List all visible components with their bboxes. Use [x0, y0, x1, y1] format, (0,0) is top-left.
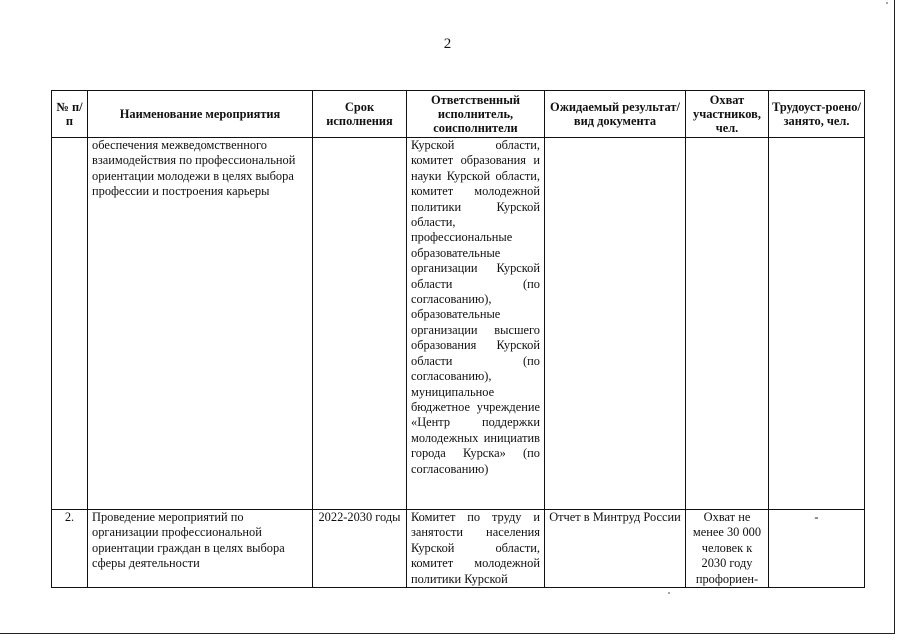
scan-speck — [886, 2, 888, 4]
row-number — [52, 138, 88, 510]
table-row — [52, 510, 865, 588]
row-result: Отчет в Минтруд России — [545, 510, 686, 588]
header-number: № п/п — [52, 91, 88, 138]
scan-speck — [668, 592, 670, 594]
header-coverage: Охват участников, чел. — [686, 91, 769, 138]
header-employed: Трудоуст-роено/занято, чел. — [769, 91, 865, 138]
header-deadline: Срок исполнения — [313, 91, 407, 138]
row-deadline: 2022-2030 годы — [313, 510, 407, 588]
header-event-name: Наименование мероприятия — [88, 91, 313, 138]
row-coverage: Охват не менее 30 000 человек к 2030 году профориен- — [686, 510, 769, 588]
row-responsible: Курской области, комитет образования и науки Курской области, комитет молодежной политики Курской области, профессиональные образовательные организации Курской области (по согласованию), образовательные организации высшего образования Курской области (по согласованию), муниципальное бюджетное учреждение «Центр поддержки молодежных инициатив города Курска» (по согласованию) — [407, 138, 545, 510]
table-header-row — [52, 91, 865, 138]
row-event-name: Проведение мероприятий по организации профессиональной ориентации граждан в целях выбора сферы деятельности — [88, 510, 313, 588]
row-employed: - — [769, 510, 865, 588]
events-table — [51, 90, 865, 588]
row-employed — [769, 138, 865, 510]
row-event-name: обеспечения межведомственного взаимодействия по профессиональной ориентации молодежи в целях выбора профессии и построения карьеры — [88, 138, 313, 510]
row-number: 2. — [52, 510, 88, 588]
header-result: Ожидаемый результат/вид документа — [545, 91, 686, 138]
row-deadline — [313, 138, 407, 510]
row-responsible: Комитет по труду и занятости населения Курской области, комитет молодежной политики Курской — [407, 510, 545, 588]
table-row — [52, 138, 865, 510]
row-result — [545, 138, 686, 510]
header-responsible: Ответственный исполнитель, соисполнители — [407, 91, 545, 138]
row-coverage — [686, 138, 769, 510]
page-number: 2 — [443, 36, 452, 52]
